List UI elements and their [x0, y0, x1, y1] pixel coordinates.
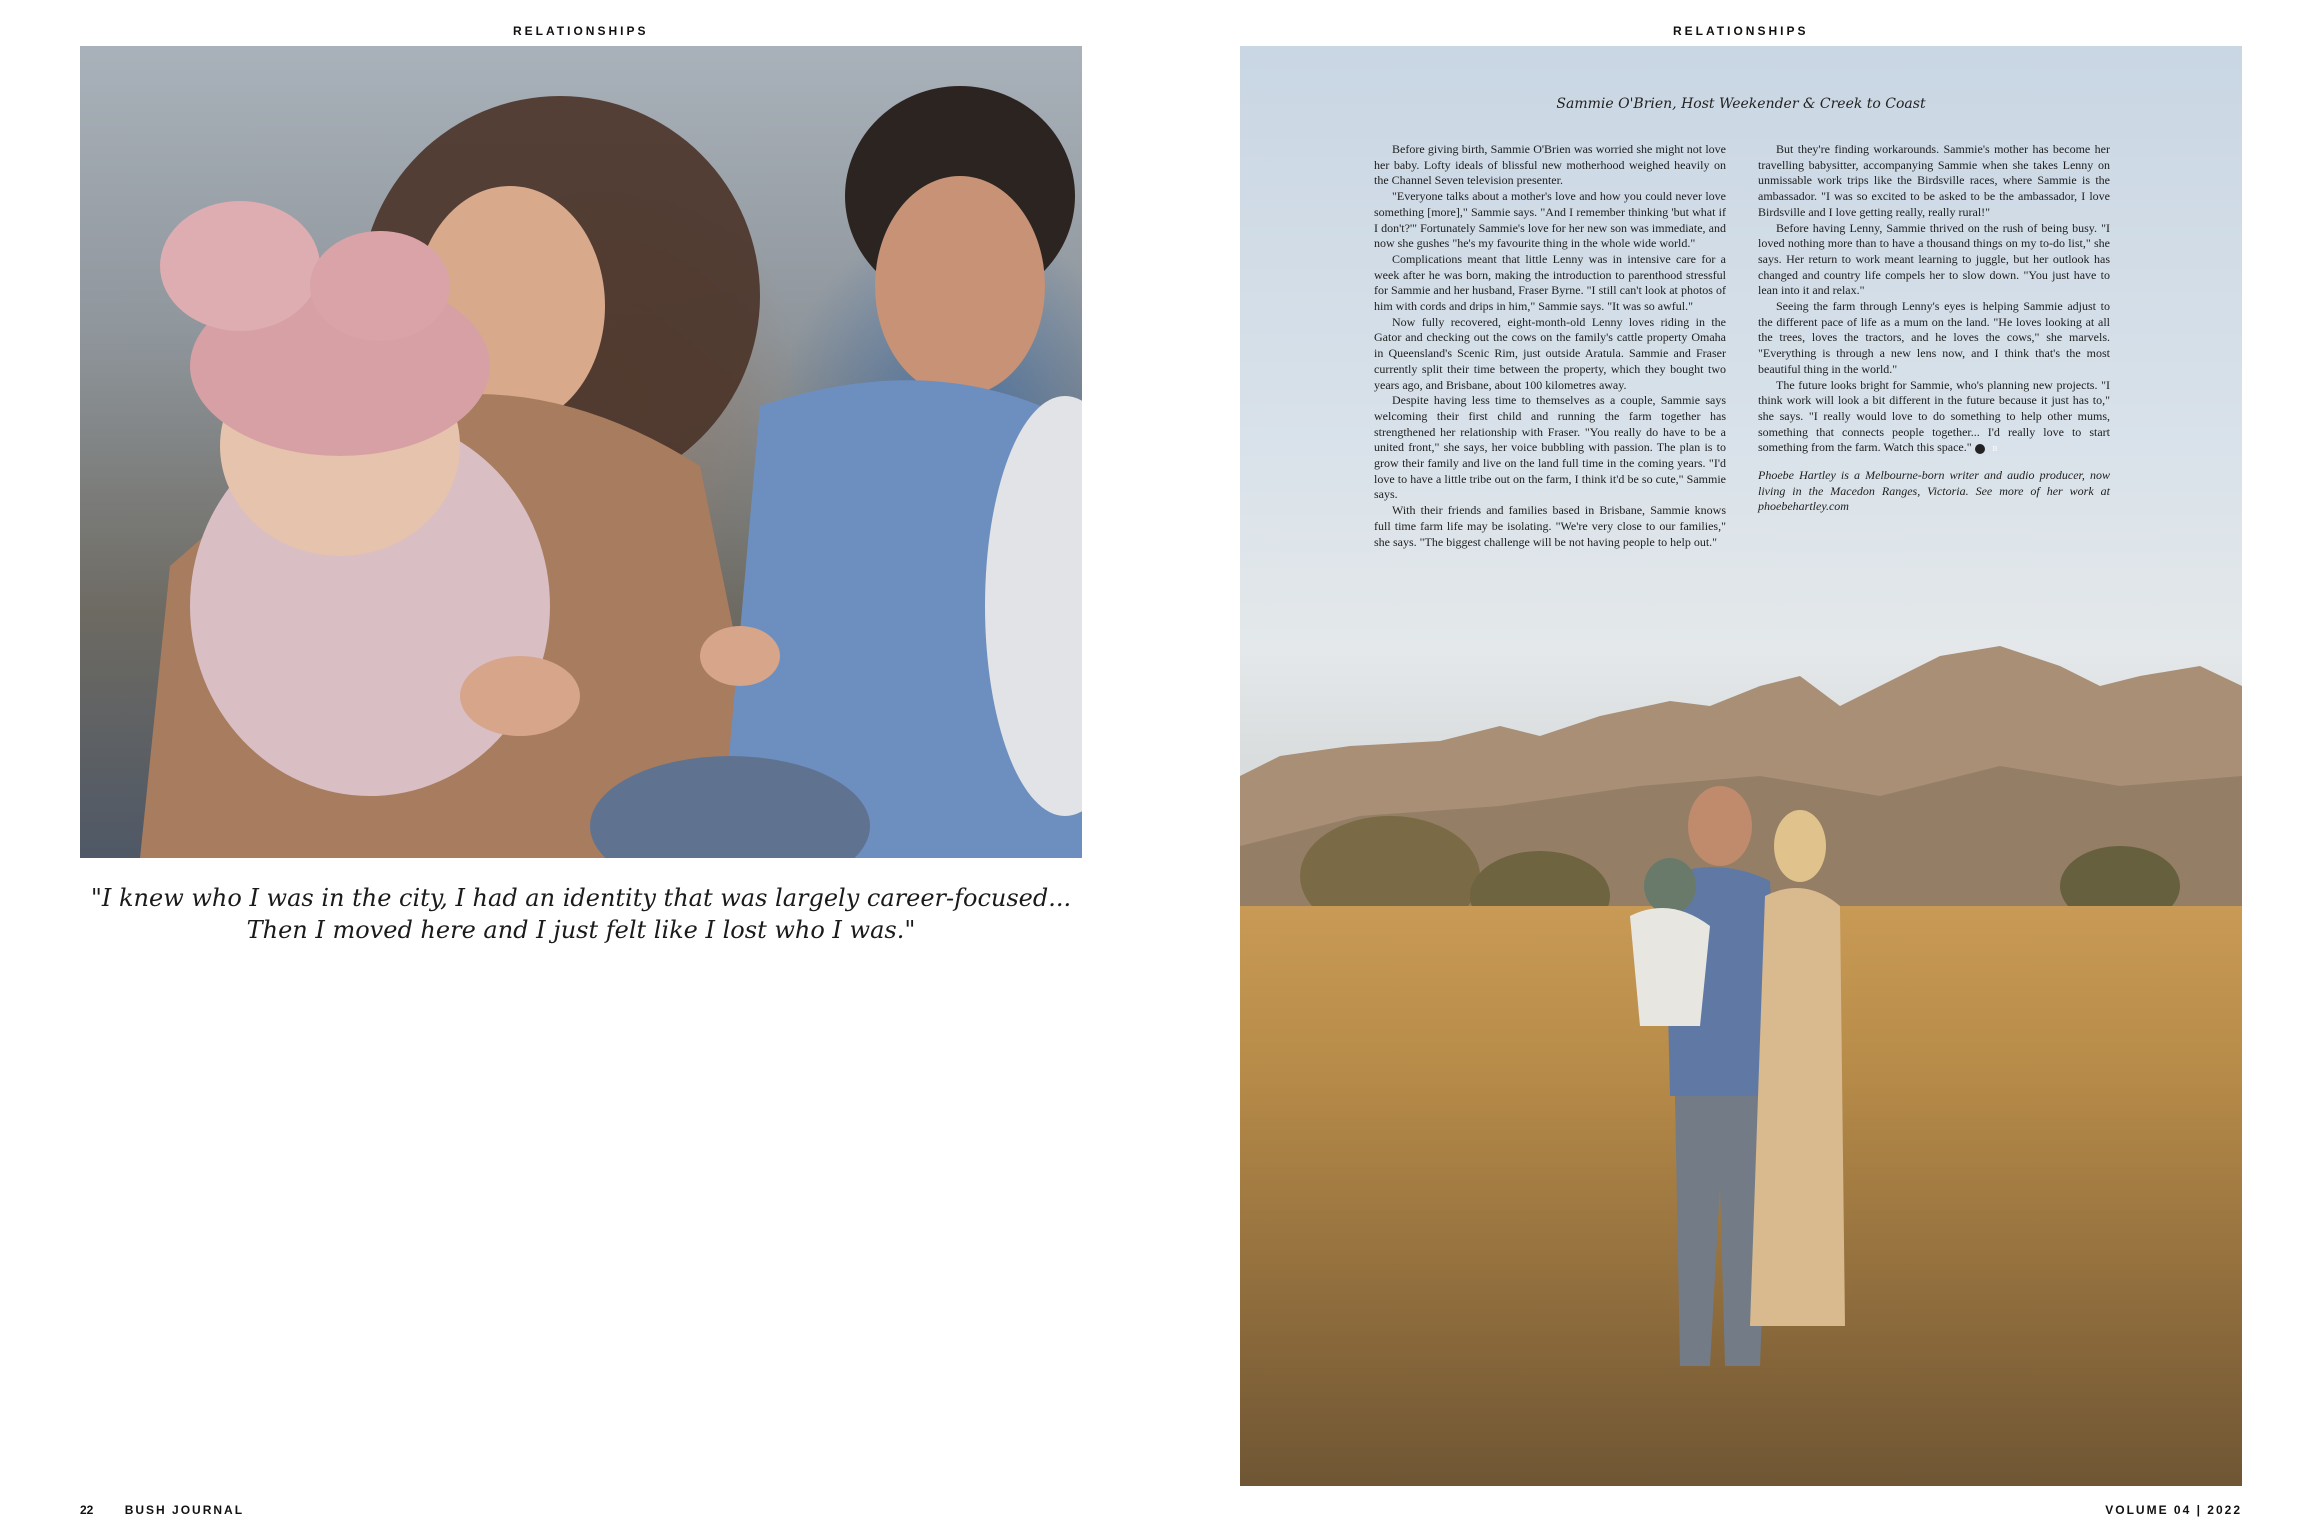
pull-quote-line-2: Then I moved here and I just felt like I lost who I was.": [246, 916, 916, 944]
paragraph: "Everyone talks about a mother's love and how you could never love something [more]," Sammie says. "And I remember thinking 'but what if I don't?'" Fortunately Sammie's love for her new son was immediate, and now she gushes "he's my favourite thing in the whole wide world.": [1374, 189, 1726, 251]
page-number: 22: [80, 1503, 94, 1517]
paragraph: With their friends and families based in Brisbane, Sammie knows full time farm life may be isolating. "We're very close to our families," she says. "The biggest challenge will be not having people to help out.": [1374, 503, 1726, 549]
paragraph: [1758, 378, 2110, 457]
article-column-2: [1758, 142, 2110, 515]
paragraph: Before giving birth, Sammie O'Brien was worried she might not love her baby. Lofty ideals of blissful new motherhood weighed heavily on the Channel Seven television presenter.: [1374, 142, 1726, 188]
paragraph: Complications meant that little Lenny was in intensive care for a week after he was born, making the introduction to parenthood stressful for Sammie and her husband, Fraser Byrne. "I still can't look at photos of him with cords and drips in him," Sammie says. "It was so awful.": [1374, 251, 1726, 314]
family-figures: [1610, 766, 1850, 1386]
family-photo-illustration: [80, 46, 1082, 858]
pull-quote: [80, 882, 1082, 946]
end-mark-icon: B: [1975, 444, 1985, 454]
paragraph: Seeing the farm through Lenny's eyes is helping Sammie adjust to the different pace of life as a mum on the land. "He loves looking at all the trees, loves the tractors, and he loves the cows," she marvels. "Everything is through a new lens now, and I think that's the most beautiful thing in the world.": [1758, 299, 2110, 376]
section-label: RELATIONSHIPS: [1673, 24, 1809, 38]
publication-name: BUSH JOURNAL: [124, 1503, 245, 1517]
family-photo-closeup: [80, 46, 1082, 858]
right-page: [1162, 0, 2324, 1530]
paragraph: Despite having less time to themselves as a couple, Sammie says welcoming their first child and running the farm together has strengthened her relationship with Fraser. "You really do have to be a united front," she says, her voice bubbling with passion. The plan is to grow their family and live on the land full time in the coming years. "I'd love to have a little tribe out on the farm, I think it'd be so cute," Sammie says.: [1374, 393, 1726, 502]
author-bio: Phoebe Hartley is a Melbourne-born writer and audio producer, now living in the Macedon Ranges, Victoria. See more of her work at phoebehartley.com: [1758, 468, 2110, 514]
pull-quote-line-1: "I knew who I was in the city, I had an identity that was largely career-focused...: [90, 884, 1072, 912]
section-label: RELATIONSHIPS: [513, 24, 649, 38]
volume-info: VOLUME 04 | 2022: [2105, 1503, 2242, 1517]
article-column-1: [1374, 142, 1726, 550]
page-footer: [2105, 1503, 2242, 1517]
paragraph: Before having Lenny, Sammie thrived on the rush of being busy. "I loved nothing more than to have a thousand things on my to-do list," she says. Her return to work meant learning to juggle, but her outlook has changed and country life compels her to slow down. "You just have to lean into it and relax.": [1758, 220, 2110, 298]
paragraph: Now fully recovered, eight-month-old Lenny loves riding in the Gator and checking out the cows on the family's cattle property Omaha in Queensland's Scenic Rim, just outside Aratula. Sammie and Fraser currently split their time between the property, which they bought two years ago, and Brisbane, about 100 kilometres away.: [1374, 314, 1726, 392]
family-landscape-photo: [1240, 46, 2242, 1486]
page-footer: [80, 1503, 244, 1517]
paragraph-text: The future looks bright for Sammie, who's planning new projects. "I think work will look a bit different in the future because it just has to," she says. "I really would love to do something to help other mums, something that connects people together... I'd really love to start something from the farm. Watch this space.": [1758, 377, 2110, 455]
byline: Sammie O'Brien, Host Weekender & Creek to Coast: [1556, 96, 1926, 112]
paragraph: But they're finding workarounds. Sammie's mother has become her travelling babysitter, accompanying Sammie when she takes Lenny on unmissable work trips like the Birdsville races, where Sammie is the ambassador. "I was so excited to be asked to be the ambassador, I love Birdsville and I love getting really, really rural!": [1758, 142, 2110, 219]
